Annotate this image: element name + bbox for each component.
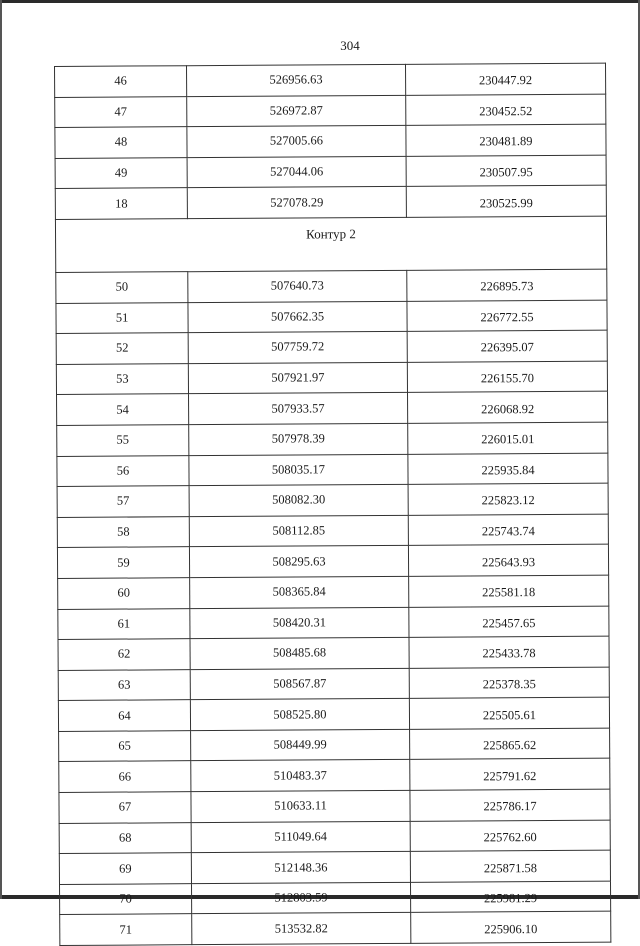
- x-coordinate-cell: 508112.85: [189, 515, 408, 547]
- point-number-cell: 50: [56, 272, 188, 303]
- table-row: [58, 606, 609, 640]
- table-row: [55, 94, 606, 128]
- page-number: 304: [340, 38, 360, 53]
- y-coordinate-cell: 230481.89: [406, 124, 606, 156]
- table-row: [59, 850, 610, 884]
- point-number-cell: 53: [56, 363, 188, 394]
- point-number-cell: 61: [58, 608, 190, 639]
- scan-edge-top: [0, 0, 640, 3]
- table-row: [55, 63, 606, 97]
- point-number-cell: 49: [55, 157, 187, 188]
- y-coordinate-cell: 225505.61: [409, 697, 609, 729]
- x-coordinate-cell: 507933.57: [189, 393, 408, 425]
- point-number-cell: 67: [59, 792, 191, 823]
- point-number-cell: 46: [55, 66, 187, 97]
- y-coordinate-cell: 225791.62: [410, 759, 610, 791]
- x-coordinate-cell: 513532.82: [192, 913, 411, 945]
- table-body-after: [56, 269, 611, 945]
- table-body-before: [55, 63, 607, 219]
- x-coordinate-cell: 508420.31: [190, 607, 409, 639]
- x-coordinate-cell: 508567.87: [190, 668, 409, 700]
- y-coordinate-cell: 230507.95: [406, 155, 606, 187]
- y-coordinate-cell: 225786.17: [410, 789, 610, 821]
- point-number-cell: 60: [58, 578, 190, 609]
- x-coordinate-cell: 511049.64: [191, 821, 410, 853]
- point-number-cell: 69: [59, 853, 191, 884]
- table-row: [57, 453, 608, 487]
- x-coordinate-cell: 527005.66: [187, 126, 406, 158]
- y-coordinate-cell: 226395.07: [407, 330, 607, 362]
- table-section: [55, 216, 606, 272]
- point-number-cell: 47: [55, 96, 187, 127]
- table-row: [59, 789, 610, 823]
- x-coordinate-cell: 507640.73: [188, 270, 407, 302]
- x-coordinate-cell: 508035.17: [189, 454, 408, 486]
- x-coordinate-cell: 507978.39: [189, 423, 408, 455]
- table-row: [58, 575, 609, 609]
- point-number-cell: 64: [58, 700, 190, 731]
- section-row: [55, 216, 606, 272]
- x-coordinate-cell: 508295.63: [189, 546, 408, 578]
- y-coordinate-cell: 225378.35: [409, 667, 609, 699]
- table-row: [57, 514, 608, 548]
- table-row: [58, 697, 609, 731]
- x-coordinate-cell: 507759.72: [188, 332, 407, 364]
- point-number-cell: 62: [58, 639, 190, 670]
- table-row: [55, 186, 606, 220]
- table-row: [56, 330, 607, 364]
- point-number-cell: 56: [57, 455, 189, 486]
- table-row: [59, 881, 610, 915]
- point-number-cell: 57: [57, 486, 189, 517]
- x-coordinate-cell: 508365.84: [190, 576, 409, 608]
- y-coordinate-cell: 230447.92: [405, 63, 605, 95]
- point-number-cell: 68: [59, 822, 191, 853]
- table-row: [59, 728, 610, 762]
- x-coordinate-cell: 527044.06: [187, 156, 406, 188]
- y-coordinate-cell: 225762.60: [410, 820, 610, 852]
- point-number-cell: 70: [59, 884, 191, 915]
- y-coordinate-cell: 225823.12: [408, 483, 608, 515]
- x-coordinate-cell: 526956.63: [187, 64, 406, 96]
- y-coordinate-cell: 225433.78: [409, 636, 609, 668]
- point-number-cell: 63: [58, 669, 190, 700]
- y-coordinate-cell: 225906.10: [411, 912, 611, 944]
- y-coordinate-cell: 230452.52: [406, 94, 606, 126]
- y-coordinate-cell: 225581.18: [409, 575, 609, 607]
- point-number-cell: 54: [57, 394, 189, 425]
- table-row: [58, 667, 609, 701]
- x-coordinate-cell: 507662.35: [188, 301, 407, 333]
- x-coordinate-cell: 508082.30: [189, 484, 408, 516]
- table-row: [57, 391, 608, 425]
- y-coordinate-cell: 226155.70: [407, 361, 607, 393]
- point-number-cell: 58: [57, 516, 189, 547]
- table-row: [60, 912, 611, 946]
- y-coordinate-cell: 225457.65: [409, 606, 609, 638]
- y-coordinate-cell: 226772.55: [407, 300, 607, 332]
- table-row: [55, 124, 606, 158]
- coordinates-table-wrapper: [54, 63, 610, 946]
- x-coordinate-cell: 512803.59: [191, 882, 410, 914]
- x-coordinate-cell: 507921.97: [188, 362, 407, 394]
- coordinates-table: [54, 63, 611, 946]
- table-row: [57, 422, 608, 456]
- table-row: [59, 759, 610, 793]
- table-row: [59, 820, 610, 854]
- table-row: [56, 300, 607, 334]
- point-number-cell: 52: [56, 333, 188, 364]
- y-coordinate-cell: 225865.62: [410, 728, 610, 760]
- x-coordinate-cell: 527078.29: [187, 187, 406, 219]
- point-number-cell: 55: [57, 425, 189, 456]
- y-coordinate-cell: 225935.84: [408, 453, 608, 485]
- section-label: Контур 2: [55, 216, 606, 272]
- scan-edge-left: [0, 0, 2, 899]
- y-coordinate-cell: 225871.58: [410, 850, 610, 882]
- y-coordinate-cell: 225743.74: [408, 514, 608, 546]
- table-row: [58, 636, 609, 670]
- y-coordinate-cell: 226015.01: [408, 422, 608, 454]
- table-row: [57, 483, 608, 517]
- x-coordinate-cell: 510483.37: [191, 760, 410, 792]
- x-coordinate-cell: 512148.36: [191, 852, 410, 884]
- point-number-cell: 51: [56, 302, 188, 333]
- table-row: [57, 544, 608, 578]
- point-number-cell: 48: [55, 127, 187, 158]
- table-row: [56, 269, 607, 303]
- point-number-cell: 66: [59, 761, 191, 792]
- x-coordinate-cell: 526972.87: [187, 95, 406, 127]
- table-row: [55, 155, 606, 189]
- y-coordinate-cell: 225643.93: [408, 544, 608, 576]
- x-coordinate-cell: 508485.68: [190, 637, 409, 669]
- point-number-cell: 65: [59, 731, 191, 762]
- table-row: [56, 361, 607, 395]
- y-coordinate-cell: 226068.92: [408, 391, 608, 423]
- y-coordinate-cell: 230525.99: [406, 186, 606, 218]
- point-number-cell: 59: [57, 547, 189, 578]
- y-coordinate-cell: 225981.29: [410, 881, 610, 913]
- y-coordinate-cell: 226895.73: [407, 269, 607, 301]
- x-coordinate-cell: 508449.99: [191, 729, 410, 761]
- x-coordinate-cell: 508525.80: [190, 699, 409, 731]
- point-number-cell: 71: [60, 914, 192, 945]
- point-number-cell: 18: [55, 188, 187, 219]
- x-coordinate-cell: 510633.11: [191, 790, 410, 822]
